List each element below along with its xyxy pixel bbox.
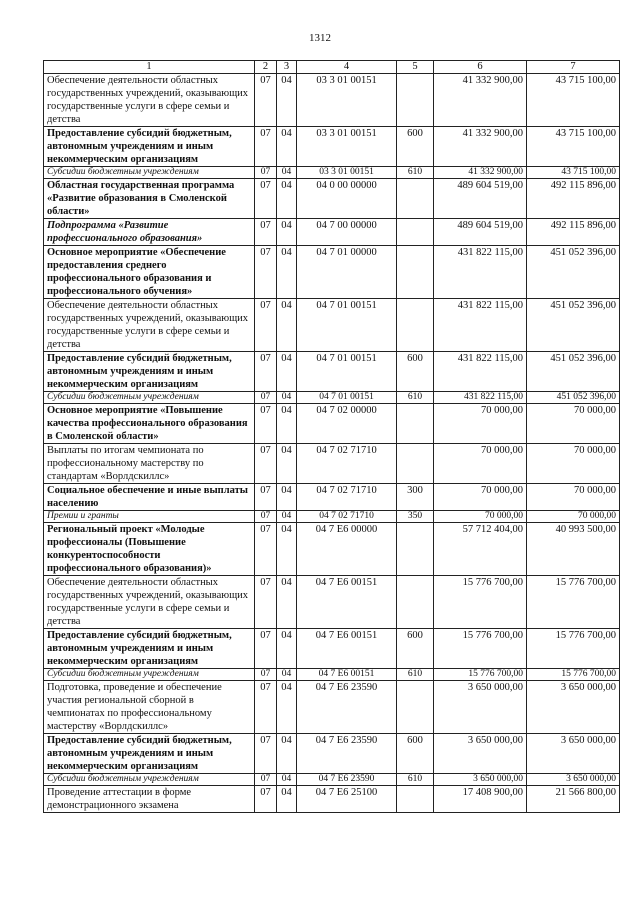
target-article-cell: 04 7 02 71710 [297,484,397,511]
target-article-cell: 04 7 02 71710 [297,511,397,523]
subsection-code-cell: 04 [277,246,297,299]
subsection-code-cell: 04 [277,404,297,444]
expense-type-cell: 600 [397,629,434,669]
section-code-cell: 07 [255,511,277,523]
subsection-code-cell: 04 [277,392,297,404]
target-article-cell: 04 7 01 00151 [297,299,397,352]
amount-year1-cell: 489 604 519,00 [434,219,527,246]
expense-type-cell [397,444,434,484]
row-name-cell: Обеспечение деятельности областных государственных учреждений, оказывающих государственные услуги в сфере семьи и детства [44,299,255,352]
amount-year1-cell: 57 712 404,00 [434,523,527,576]
table-row [44,299,620,352]
amount-year1-cell: 41 332 900,00 [434,167,527,179]
row-name-cell: Обеспечение деятельности областных государственных учреждений, оказывающих государственные услуги в сфере семьи и детства [44,74,255,127]
table-row [44,246,620,299]
table-row [44,444,620,484]
amount-year2-cell: 70 000,00 [527,444,620,484]
amount-year1-cell: 431 822 115,00 [434,392,527,404]
expense-type-cell: 600 [397,352,434,392]
table-row [44,404,620,444]
amount-year1-cell: 70 000,00 [434,404,527,444]
amount-year2-cell: 70 000,00 [527,484,620,511]
amount-year2-cell: 451 052 396,00 [527,299,620,352]
subsection-code-cell: 04 [277,576,297,629]
amount-year2-cell: 3 650 000,00 [527,774,620,786]
table-row [44,167,620,179]
target-article-cell: 04 7 01 00151 [297,392,397,404]
column-header: 2 [255,61,277,74]
amount-year1-cell: 41 332 900,00 [434,74,527,127]
table-row [44,511,620,523]
amount-year2-cell: 15 776 700,00 [527,576,620,629]
table-row [44,681,620,734]
amount-year1-cell: 15 776 700,00 [434,629,527,669]
amount-year2-cell: 43 715 100,00 [527,127,620,167]
expense-type-cell: 300 [397,484,434,511]
amount-year1-cell: 3 650 000,00 [434,734,527,774]
amount-year1-cell: 70 000,00 [434,511,527,523]
section-code-cell: 07 [255,246,277,299]
target-article-cell: 04 7 02 71710 [297,444,397,484]
section-code-cell: 07 [255,219,277,246]
amount-year1-cell: 489 604 519,00 [434,179,527,219]
target-article-cell: 04 7 E6 00151 [297,629,397,669]
section-code-cell: 07 [255,734,277,774]
expense-type-cell: 350 [397,511,434,523]
subsection-code-cell: 04 [277,734,297,774]
expense-type-cell [397,786,434,813]
section-code-cell: 07 [255,681,277,734]
section-code-cell: 07 [255,523,277,576]
row-name-cell: Субсидии бюджетным учреждениям [44,774,255,786]
amount-year1-cell: 15 776 700,00 [434,576,527,629]
expense-type-cell [397,246,434,299]
expense-type-cell [397,74,434,127]
section-code-cell: 07 [255,484,277,511]
table-row [44,629,620,669]
expense-type-cell [397,576,434,629]
subsection-code-cell: 04 [277,299,297,352]
row-name-cell: Подготовка, проведение и обеспечение участия региональной сборной в чемпионатах по профессиональному мастерству «Ворлдскиллс» [44,681,255,734]
amount-year1-cell: 431 822 115,00 [434,352,527,392]
expense-type-cell: 600 [397,734,434,774]
amount-year2-cell: 43 715 100,00 [527,167,620,179]
amount-year2-cell: 70 000,00 [527,511,620,523]
expense-type-cell: 610 [397,392,434,404]
section-code-cell: 07 [255,629,277,669]
budget-table [43,60,620,813]
target-article-cell: 03 3 01 00151 [297,74,397,127]
expense-type-cell [397,404,434,444]
table-row [44,734,620,774]
section-code-cell: 07 [255,392,277,404]
table-row [44,774,620,786]
section-code-cell: 07 [255,299,277,352]
amount-year2-cell: 43 715 100,00 [527,74,620,127]
target-article-cell: 04 7 02 00000 [297,404,397,444]
row-name-cell: Предоставление субсидий бюджетным, автономным учреждениям и иным некоммерческим организациям [44,734,255,774]
subsection-code-cell: 04 [277,523,297,576]
section-code-cell: 07 [255,786,277,813]
subsection-code-cell: 04 [277,484,297,511]
table-row [44,523,620,576]
table-row [44,786,620,813]
expense-type-cell: 610 [397,669,434,681]
subsection-code-cell: 04 [277,786,297,813]
amount-year2-cell: 40 993 500,00 [527,523,620,576]
target-article-cell: 04 7 01 00000 [297,246,397,299]
amount-year1-cell: 15 776 700,00 [434,669,527,681]
section-code-cell: 07 [255,669,277,681]
column-header: 6 [434,61,527,74]
row-name-cell: Субсидии бюджетным учреждениям [44,669,255,681]
row-name-cell: Основное мероприятие «Обеспечение предоставления среднего профессионального образования и профессионального обучения» [44,246,255,299]
expense-type-cell: 610 [397,774,434,786]
table-row [44,484,620,511]
section-code-cell: 07 [255,576,277,629]
column-header: 7 [527,61,620,74]
row-name-cell: Предоставление субсидий бюджетным, автономным учреждениям и иным некоммерческим организациям [44,127,255,167]
table-row [44,179,620,219]
subsection-code-cell: 04 [277,167,297,179]
amount-year1-cell: 431 822 115,00 [434,299,527,352]
subsection-code-cell: 04 [277,669,297,681]
target-article-cell: 04 7 E6 25100 [297,786,397,813]
expense-type-cell [397,523,434,576]
table-row [44,74,620,127]
row-name-cell: Областная государственная программа «Развитие образования в Смоленской области» [44,179,255,219]
amount-year2-cell: 451 052 396,00 [527,392,620,404]
table-row [44,127,620,167]
table-header-row [44,61,620,74]
expense-type-cell [397,179,434,219]
subsection-code-cell: 04 [277,74,297,127]
page-number: 1312 [309,32,331,44]
section-code-cell: 07 [255,74,277,127]
amount-year1-cell: 70 000,00 [434,444,527,484]
column-header: 1 [44,61,255,74]
row-name-cell: Предоставление субсидий бюджетным, автономным учреждениям и иным некоммерческим организациям [44,352,255,392]
row-name-cell: Субсидии бюджетным учреждениям [44,167,255,179]
subsection-code-cell: 04 [277,511,297,523]
amount-year2-cell: 492 115 896,00 [527,219,620,246]
table-row [44,219,620,246]
row-name-cell: Проведение аттестации в форме демонстрационного экзамена [44,786,255,813]
amount-year1-cell: 70 000,00 [434,484,527,511]
subsection-code-cell: 04 [277,127,297,167]
row-name-cell: Основное мероприятие «Повышение качества профессионального образования в Смоленской области» [44,404,255,444]
column-header: 5 [397,61,434,74]
column-header: 4 [297,61,397,74]
expense-type-cell [397,299,434,352]
expense-type-cell [397,219,434,246]
amount-year1-cell: 431 822 115,00 [434,246,527,299]
row-name-cell: Обеспечение деятельности областных государственных учреждений, оказывающих государственные услуги в сфере семьи и детства [44,576,255,629]
target-article-cell: 04 7 00 00000 [297,219,397,246]
row-name-cell: Предоставление субсидий бюджетным, автономным учреждениям и иным некоммерческим организациям [44,629,255,669]
target-article-cell: 04 7 E6 23590 [297,681,397,734]
expense-type-cell [397,681,434,734]
target-article-cell: 04 0 00 00000 [297,179,397,219]
row-name-cell: Субсидии бюджетным учреждениям [44,392,255,404]
section-code-cell: 07 [255,167,277,179]
table-row [44,392,620,404]
row-name-cell: Премии и гранты [44,511,255,523]
amount-year2-cell: 15 776 700,00 [527,629,620,669]
target-article-cell: 04 7 E6 00151 [297,576,397,629]
target-article-cell: 04 7 01 00151 [297,352,397,392]
expense-type-cell: 600 [397,127,434,167]
subsection-code-cell: 04 [277,629,297,669]
subsection-code-cell: 04 [277,179,297,219]
section-code-cell: 07 [255,444,277,484]
table-row [44,669,620,681]
amount-year2-cell: 492 115 896,00 [527,179,620,219]
subsection-code-cell: 04 [277,219,297,246]
amount-year2-cell: 3 650 000,00 [527,734,620,774]
row-name-cell: Региональный проект «Молодые профессионалы (Повышение конкурентоспособности профессионального образования)» [44,523,255,576]
table-row [44,352,620,392]
target-article-cell: 04 7 E6 00151 [297,669,397,681]
row-name-cell: Подпрограмма «Развитие профессионального образования» [44,219,255,246]
expense-type-cell: 610 [397,167,434,179]
section-code-cell: 07 [255,774,277,786]
amount-year1-cell: 17 408 900,00 [434,786,527,813]
amount-year1-cell: 41 332 900,00 [434,127,527,167]
amount-year2-cell: 3 650 000,00 [527,681,620,734]
section-code-cell: 07 [255,404,277,444]
target-article-cell: 03 3 01 00151 [297,127,397,167]
subsection-code-cell: 04 [277,681,297,734]
table-row [44,576,620,629]
section-code-cell: 07 [255,352,277,392]
amount-year1-cell: 3 650 000,00 [434,774,527,786]
target-article-cell: 04 7 E6 23590 [297,774,397,786]
section-code-cell: 07 [255,179,277,219]
amount-year2-cell: 21 566 800,00 [527,786,620,813]
row-name-cell: Выплаты по итогам чемпионата по профессиональному мастерству по стандартам «Ворлдскиллс» [44,444,255,484]
amount-year2-cell: 70 000,00 [527,404,620,444]
section-code-cell: 07 [255,127,277,167]
row-name-cell: Социальное обеспечение и иные выплаты населению [44,484,255,511]
subsection-code-cell: 04 [277,774,297,786]
target-article-cell: 03 3 01 00151 [297,167,397,179]
amount-year2-cell: 15 776 700,00 [527,669,620,681]
subsection-code-cell: 04 [277,444,297,484]
column-header: 3 [277,61,297,74]
target-article-cell: 04 7 E6 23590 [297,734,397,774]
amount-year2-cell: 451 052 396,00 [527,352,620,392]
target-article-cell: 04 7 E6 00000 [297,523,397,576]
amount-year1-cell: 3 650 000,00 [434,681,527,734]
subsection-code-cell: 04 [277,352,297,392]
amount-year2-cell: 451 052 396,00 [527,246,620,299]
